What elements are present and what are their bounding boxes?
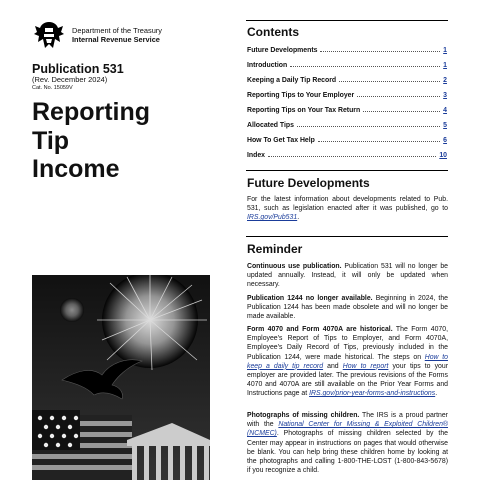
cover-photo-fireworks-eagle-flag — [32, 275, 210, 480]
toc-item-label: How To Get Tax Help — [247, 137, 315, 144]
future-text: For the latest information about developments related to Pub. 531, such as legislation enacted after it was published, go to — [247, 196, 448, 213]
irs-eagle-logo-icon — [32, 20, 66, 52]
title-line-3: Income — [32, 155, 120, 183]
toc-leader-dots — [363, 111, 440, 112]
reminder-p3-end: . — [435, 390, 438, 398]
toc-leader-dots — [320, 51, 440, 52]
reminder-p1-bold: Continuous use publication. — [247, 263, 342, 270]
reminder-heading: Reminder — [247, 242, 303, 256]
toc-item[interactable] — [247, 117, 447, 129]
future-top-rule — [246, 170, 448, 171]
toc-item[interactable] — [247, 57, 447, 69]
toc-leader-dots — [357, 96, 440, 97]
toc-item[interactable] — [247, 147, 447, 159]
toc-item[interactable] — [247, 42, 447, 54]
toc-item-label: Reporting Tips on Your Tax Return — [247, 107, 361, 114]
toc-page-link[interactable]: 1 — [443, 62, 447, 69]
future-developments-paragraph — [247, 195, 448, 223]
toc-page-link[interactable]: 4 — [443, 107, 447, 114]
reminder-p4-bold: Photographs of missing children. — [247, 412, 360, 419]
catalog-number: Cat. No. 15059V — [32, 85, 73, 91]
reminder-p1-text: Publication 531 will no longer be updated annually. Instead, it will only be updated when necessary. — [247, 263, 448, 289]
reminder-paragraph-form4070 — [247, 325, 448, 399]
title-line-2: Tip — [32, 126, 70, 155]
toc-page-link[interactable]: 5 — [443, 122, 447, 129]
agency-line-1: Department of the Treasury — [72, 26, 162, 35]
agency-name — [72, 26, 162, 44]
reminder-p3-bold: Form 4070 and Form 4070A are historical. — [247, 326, 393, 333]
contents-heading: Contents — [247, 25, 299, 39]
pub531-link[interactable]: IRS.gov/Pub531 — [247, 214, 298, 222]
toc-leader-dots — [318, 141, 440, 142]
toc-item-label: Index — [247, 152, 265, 159]
toc-page-link[interactable]: 2 — [443, 77, 447, 84]
reminder-p2-text: Beginning in 2024, the Publication 1244 has been made obsolete and will no longer be made available. — [247, 295, 448, 321]
agency-line-2: Internal Revenue Service — [72, 35, 160, 44]
toc-item[interactable] — [247, 132, 447, 144]
reminder-p3-text1: The Form 4070, Employee's Report of Tips to Employer, and Form 4070A, Employee's Daily Record of Tips, previously included in the Publication 1244, were made historical. The steps on — [247, 326, 448, 361]
toc-item-label: Introduction — [247, 62, 288, 69]
contents-top-rule — [246, 20, 448, 21]
toc-leader-dots — [268, 156, 436, 157]
publication-number: Publication 531 — [32, 62, 124, 76]
toc-page-link[interactable]: 10 — [439, 152, 447, 159]
reminder-p4-text2: . Photographs of missing children selected by the Center may appear in instructions on pages that would otherwise be blank. You can help bring these children home by looking at the photographs and calling 1-800-THE-LOST (1-800-843-5678) if you recognize a child. — [247, 430, 448, 475]
future-developments-heading: Future Developments — [247, 176, 370, 190]
reminder-p4-text1: The IRS is a proud partner with the — [247, 412, 448, 429]
reminder-paragraph-continuous-use — [247, 262, 448, 290]
reminder-paragraph-pub1244 — [247, 294, 448, 322]
title-line-1: Reporting — [32, 98, 151, 126]
future-end: . — [297, 214, 300, 222]
revision-date: (Rev. December 2024) — [32, 75, 108, 84]
reminder-top-rule — [246, 236, 448, 237]
toc-leader-dots — [339, 81, 440, 82]
toc-item[interactable] — [247, 87, 447, 99]
reminder-p2-bold: Publication 1244 no longer available. — [247, 295, 373, 302]
how-to-report-link[interactable]: How to report — [342, 362, 389, 370]
toc-item-label: Reporting Tips to Your Employer — [247, 92, 355, 99]
publication-title — [32, 98, 150, 184]
reminder-p3-text2: and — [323, 362, 343, 370]
toc-item-label: Future Developments — [247, 47, 318, 54]
toc-leader-dots — [290, 66, 440, 67]
toc-item[interactable] — [247, 102, 447, 114]
toc-item-label: Allocated Tips — [247, 122, 294, 129]
prior-year-forms-link[interactable]: IRS.gov/prior-year-forms-and-instructions — [309, 390, 436, 398]
reminder-paragraph-missing-children — [247, 411, 448, 475]
toc-page-link[interactable]: 3 — [443, 92, 447, 99]
reminder-p3-text3: your tips to your employer are provided later. The previous revisions of the Forms 4070 and 4070A are still available on the Prior Year Forms and Instructions page at — [247, 362, 448, 398]
daily-tip-record-link[interactable]: How to keep a daily tip record — [247, 353, 448, 370]
toc-page-link[interactable]: 1 — [443, 47, 447, 54]
toc-item-label: Keeping a Daily Tip Record — [247, 77, 337, 84]
ncmec-link[interactable]: National Center for Missing & Exploited Children® (NCMEC) — [247, 421, 449, 438]
toc-item[interactable] — [247, 72, 447, 84]
toc-page-link[interactable]: 6 — [443, 137, 447, 144]
toc-leader-dots — [297, 126, 440, 127]
